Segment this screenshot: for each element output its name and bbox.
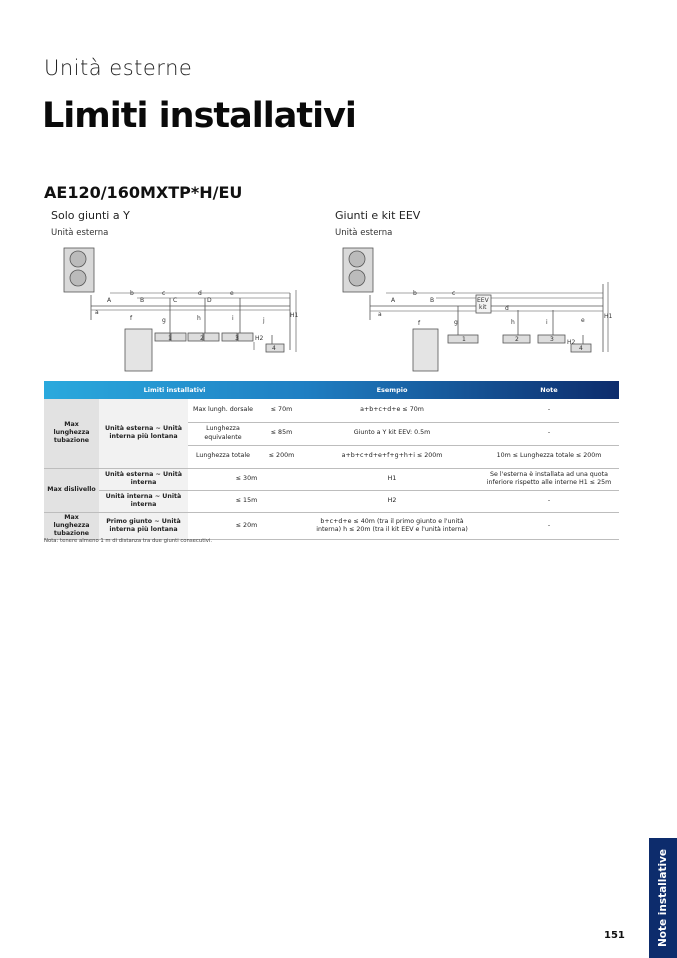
left-label-f: f <box>130 315 133 322</box>
left-label-i: i <box>232 315 234 322</box>
installation-limits-table <box>44 381 619 540</box>
row-value: ≤ 30m <box>188 468 305 490</box>
table-row <box>44 512 619 540</box>
row-label: Lunghezza totale <box>188 445 258 468</box>
left-label-H2: H2 <box>255 335 264 342</box>
group-max-length-scope: Unità esterna ~ Unità interna più lontana <box>99 399 188 468</box>
left-label-b: b <box>130 290 134 297</box>
right-label-B: B <box>430 297 435 304</box>
left-diagram-title: Solo giunti a Y <box>51 209 130 222</box>
group-first-joint: Max lunghezza tubazione <box>44 512 99 540</box>
row-note: 10m ≤ Lunghezza totale ≤ 200m <box>479 445 619 468</box>
right-label-i: i <box>546 319 548 326</box>
row-example: H1 <box>305 468 479 490</box>
left-label-2: 2 <box>200 335 204 342</box>
left-label-4: 4 <box>272 345 276 352</box>
row-label: Primo giunto ~ Unità interna più lontana <box>99 512 188 540</box>
right-label-H2: H2 <box>567 339 576 346</box>
page-title: Limiti installativi <box>42 96 356 136</box>
left-diagram-subtitle: Unità esterna <box>51 228 109 238</box>
right-piping-diagram <box>338 240 613 372</box>
left-label-h: h <box>197 315 201 322</box>
right-label-c: c <box>452 290 456 297</box>
header-limits: Limiti installativi <box>143 386 206 394</box>
row-value: ≤ 15m <box>188 490 305 512</box>
right-label-A: A <box>391 297 396 304</box>
right-label-a: a <box>378 311 382 318</box>
row-value: ≤ 200m <box>258 445 305 468</box>
left-label-1: 1 <box>168 335 172 342</box>
right-label-H1: H1 <box>604 313 613 320</box>
table-row <box>44 399 619 422</box>
table-row <box>44 468 619 490</box>
right-label-3: 3 <box>550 336 554 343</box>
left-label-B: B <box>140 297 145 304</box>
row-label: Lunghezza equivalente <box>188 422 258 445</box>
left-label-j: j <box>263 317 265 324</box>
right-label-kit: kit <box>479 304 487 311</box>
row-note: - <box>479 422 619 445</box>
row-example: Giunto a Y kit EEV: 0.5m <box>305 422 479 445</box>
left-label-C: C <box>173 297 178 304</box>
model-title: AE120/160MXTP*H/EU <box>44 183 243 202</box>
left-label-e: e <box>230 290 234 297</box>
row-label: Max lungh. dorsale <box>188 399 258 422</box>
side-tab-label: Note installative <box>657 848 669 948</box>
right-label-b: b <box>413 290 417 297</box>
left-label-H1: H1 <box>290 312 299 319</box>
left-label-g: g <box>162 317 166 324</box>
header-notes: Note <box>540 386 558 394</box>
right-label-h: h <box>511 319 515 326</box>
right-label-e: e <box>581 317 585 324</box>
right-label-d: d <box>505 305 509 312</box>
right-diagram-subtitle: Unità esterna <box>335 228 393 238</box>
right-label-f: f <box>418 320 421 327</box>
row-value: ≤ 20m <box>188 512 305 540</box>
table-row <box>44 490 619 512</box>
left-label-D: D <box>207 297 212 304</box>
right-label-1: 1 <box>462 336 466 343</box>
row-value: ≤ 70m <box>258 399 305 422</box>
right-diagram-title: Giunti e kit EEV <box>335 209 421 222</box>
row-label: Unità esterna ~ Unità interna <box>99 468 188 490</box>
row-note: - <box>479 399 619 422</box>
row-example: a+b+c+d+e ≤ 70m <box>305 399 479 422</box>
left-label-A: A <box>107 297 112 304</box>
side-tab <box>649 838 677 958</box>
left-label-a: a <box>95 309 99 316</box>
group-max-length: Max lunghezza tubazione <box>44 399 99 468</box>
table-header-row <box>44 381 619 399</box>
row-note: - <box>479 490 619 512</box>
section-label: Unità esterne <box>44 56 193 80</box>
row-label: Unità interna ~ Unità interna <box>99 490 188 512</box>
row-example: b+c+d+e ≤ 40m (tra il primo giunto e l'unità interna) h ≤ 20m (tra il kit EEV e l'unità interna) <box>305 512 479 540</box>
right-label-2: 2 <box>515 336 519 343</box>
row-note: Se l'esterna è installata ad una quota inferiore rispetto alle interne H1 ≤ 25m <box>479 468 619 490</box>
left-label-d: d <box>198 290 202 297</box>
left-label-3: 3 <box>235 335 239 342</box>
right-label-g: g <box>454 319 458 326</box>
right-label-eev: EEV <box>477 297 489 304</box>
group-max-height: Max dislivello <box>44 468 99 512</box>
left-label-c: c <box>162 290 166 297</box>
row-value: ≤ 85m <box>258 422 305 445</box>
page-number: 151 <box>604 930 625 941</box>
right-label-4: 4 <box>579 345 583 352</box>
table-footnote: Nota: tenere almeno 1 m di distanza tra due giunti consecutivi. <box>44 538 213 544</box>
row-example: a+b+c+d+e+f+g+h+i ≤ 200m <box>305 445 479 468</box>
left-piping-diagram <box>50 240 305 372</box>
header-example: Esempio <box>376 386 408 394</box>
row-example: H2 <box>305 490 479 512</box>
row-note: - <box>479 512 619 540</box>
